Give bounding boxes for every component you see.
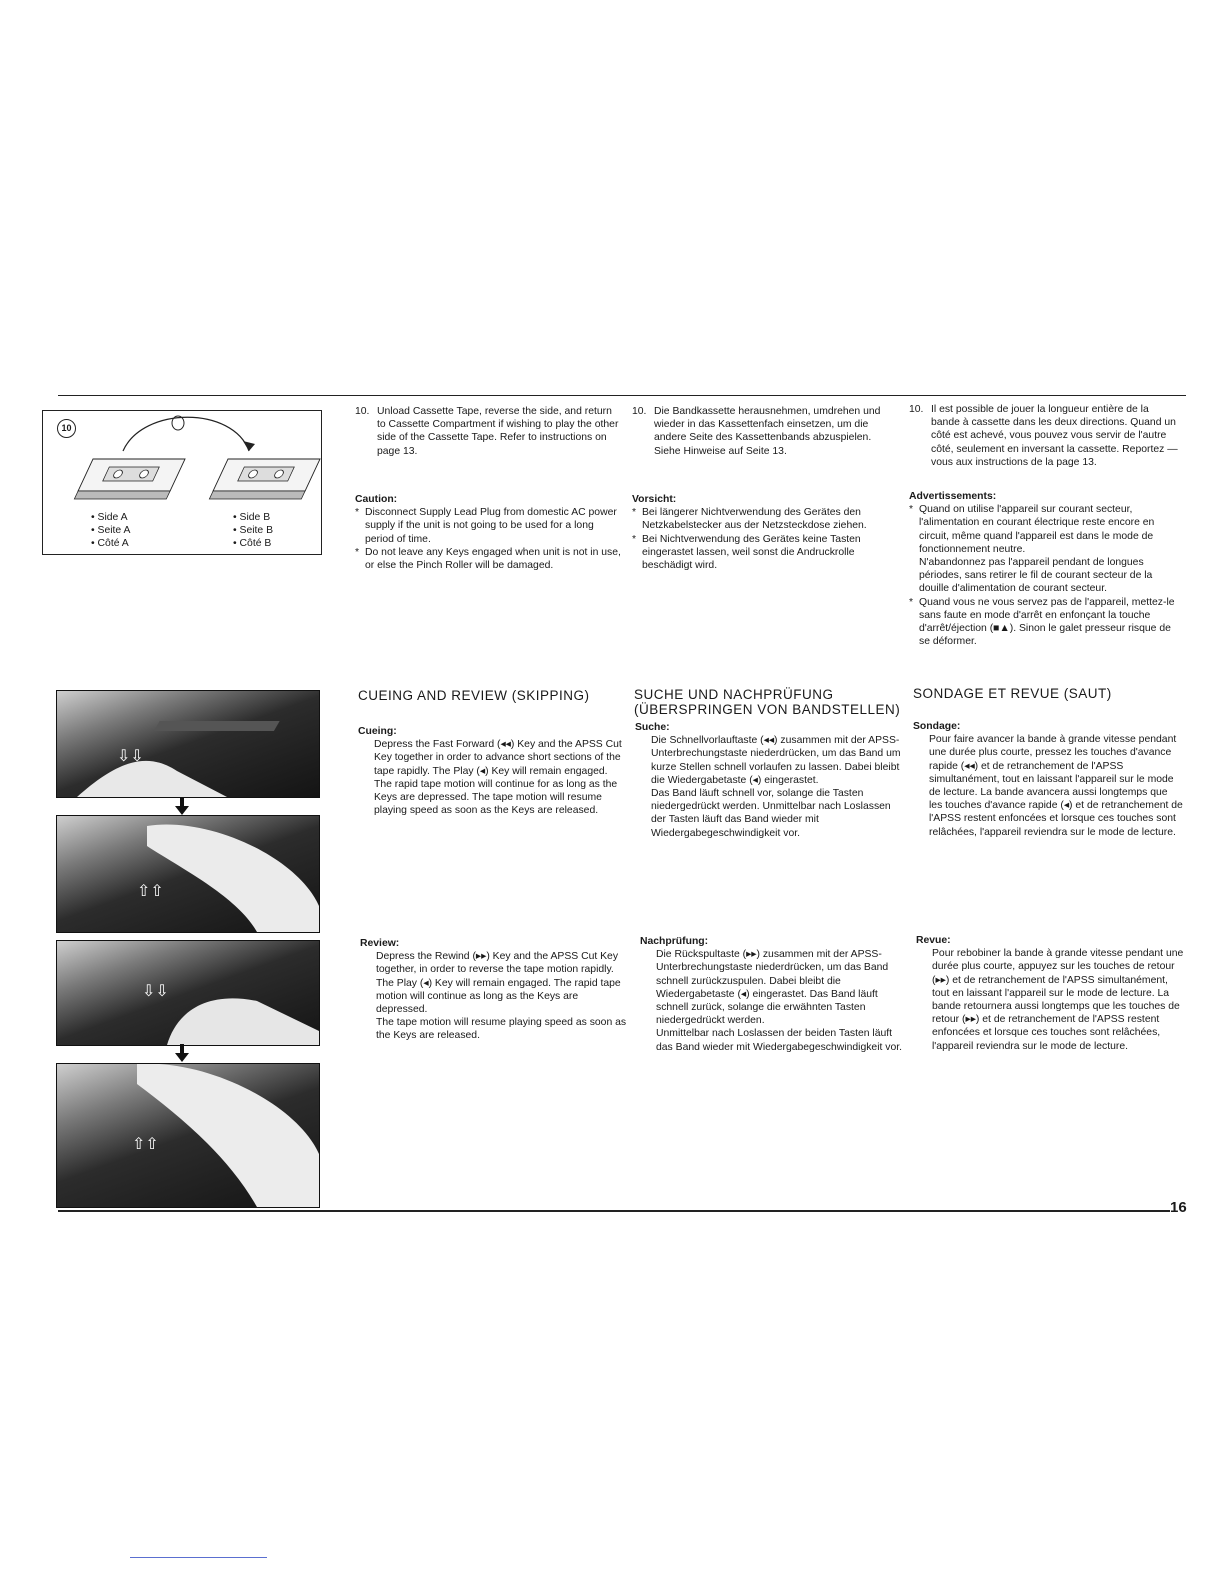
fr-cueing: Sondage: Pour faire avancer la bande à grande vitesse pendant une durée plus courte, pressez les touches d'avance rapide (◂◂) et de retranchement de l'APSS simultanément, tout en laissant l'appareil sur le mode de lecture. La bande avancera aussi longtemps que les touches d'avance rapide (◂) et de retranchement de l'APSS restent enfoncées et lorsque ces touches sont relâchées, l'appareil reviendra sur le mode de lecture. — [913, 721, 1183, 838]
de-section-title-line1: SUCHE UND NACHPRÜFUNG — [634, 687, 834, 702]
side-a-label-de: • Seite A — [91, 525, 131, 536]
figure-badge: 10 — [57, 419, 76, 438]
de-caution-item: * Bei längerer Nichtverwendung des Gerätes den Netzkabelstecker aus der Netzsteckdose ziehen. — [632, 507, 867, 532]
cassette-flip-illustration — [43, 411, 321, 511]
photo-cueing-release — [56, 815, 320, 933]
de-review: Nachprüfung: Die Rückspultaste (▸▸) zusammen mit der APSS-Unterbrechungstaste niederdrücken, um das Band schnell zurückzuspulen. Dabei bleibt die Wiedergabetaste (◂) eingerastet. Das Band läuft schnell zurück, solange die erwähnten Tasten niedergedrückt werden. Unmittelbar nach Loslassen der beiden Tasten läuft das Band wieder mit Wiedergabegeschwindigkeit vor. — [640, 936, 903, 1053]
fr-review: Revue: Pour rebobiner la bande à grande vitesse pendant une durée plus courte, appuyez sur les touches de retour (▸▸) et de retranchement de l'APSS simultanément, tout en laissant l'appareil sur le mode de lecture. La bande retournera aussi longtemps que les touches de retour (▸▸) et de retranchement de l'APSS restent enfoncées et lorsque ces touches sont relâchées, l'appareil reviendra sur le mode de lecture. — [916, 935, 1184, 1052]
de-section-title — [634, 687, 924, 717]
side-b-labels — [233, 511, 273, 550]
svg-text:⇧⇧: ⇧⇧ — [132, 1136, 159, 1153]
fr-step-10 — [909, 403, 1179, 469]
en-section-title: CUEING AND REVIEW (SKIPPING) — [358, 688, 590, 703]
page-number: 16 — [1170, 1199, 1187, 1216]
fr-step-10-item: 10. Il est possible de jouer la longueur entière de la bande à cassette dans les deux directions. Quand un côté est achevé, vous pouvez vous servir de l'autre côté, seulement en inversant la cassette. Reportez — vous aux instructions de la page 13. — [909, 404, 1178, 468]
footer-blue-line — [130, 1557, 267, 1558]
arrow-down-icon — [175, 797, 189, 815]
en-step-10-item: 10. Unload Cassette Tape, reverse the side, and return to Cassette Compartment if wishing to play the other side of the Cassette Tape. Refer to instructions on page 13. — [355, 406, 619, 457]
hand-pressing-rewind-illustration — [57, 941, 319, 1045]
hand-pressing-keys-illustration — [57, 691, 319, 797]
fr-caution-item: * Quand vous ne vous servez pas de l'appareil, mettez-le sans faute en mode d'arrêt en enfonçant la touche d'arrêt/éjection (■▲). Sinon le galet presseur risque de se déformer. — [909, 596, 1175, 648]
side-b-label-fr: • Côté B — [233, 538, 272, 549]
side-b-label-de: • Seite B — [233, 525, 274, 536]
photo-review-press — [56, 940, 320, 1046]
side-a-label-fr: • Côté A — [91, 538, 129, 549]
figure-10-cassette-flip — [42, 410, 322, 555]
de-cueing: Suche: Die Schnellvorlauftaste (◂◂) zusammen mit der APSS-Unterbrechungstaste niederdrücken, um das Band um kurze Stellen schnell vorlaufen zu lassen. Dabei bleibt die Wiedergabetaste (◂) eingerastet. Das Band läuft schnell vor, solange die Tasten niedergedrückt werden. Unmittelbar nach Loslassen der Tasten läuft das Band wieder mit Wiedergabegeschwindigkeit vor. — [635, 722, 901, 839]
en-caution-item: * Disconnect Supply Lead Plug from domestic AC power supply if the unit is not going to be used for a long period of time. — [355, 507, 617, 545]
photo-cueing-press — [56, 690, 320, 798]
side-a-label-en: • Side A — [91, 512, 128, 523]
arrow-down-icon — [175, 1044, 189, 1062]
photo-review-release — [56, 1063, 320, 1208]
svg-text:⇩⇩: ⇩⇩ — [142, 983, 169, 1000]
en-step-10 — [355, 405, 623, 458]
side-a-labels — [91, 511, 130, 550]
en-review: Review: Depress the Rewind (▸▸) Key and the APSS Cut Key together, in order to reverse the tape motion rapidly. The Play (◂) Key will remain engaged. The rapid tape motion will continue as long as the Keys are depressed. The tape motion will resume playing speed as soon as the Keys are released. — [360, 938, 627, 1042]
de-step-10-item: 10. Die Bandkassette herausnehmen, umdrehen und wieder in das Kassettenfach einsetzen, um die andere Seite des Kassettenbands abzuspielen. Siehe Hinweise auf Seite 13. — [632, 406, 881, 457]
de-caution: Vorsicht: * Bei längerer Nichtverwendung des Gerätes den Netzkabelstecker aus der Netzsteckdose ziehen. * Bei Nichtverwendung des Gerätes keine Tasten eingerastet lassen, weil sonst die Andruckrolle beschädigt wird. — [632, 493, 900, 572]
hand-releasing-keys-illustration — [57, 816, 319, 932]
bottom-rule — [58, 1210, 1170, 1212]
de-step-10 — [632, 405, 900, 458]
fr-caution: Advertissements: * Quand on utilise l'appareil sur courant secteur, l'alimentation en courant électrique reste encore en circuit, même quand l'appareil est dans le mode de fonctionnement neutre. N'abandonnez pas l'appareil pendant de longues périodes, sans retirer le fil de courant secteur de la douille d'alimentation de courant secteur. * Quand vous ne vous servez pas de l'appareil, mettez-le sans faute en mode d'arrêt en enfonçant la touche d'arrêt/éjection (■▲). Sinon le galet presseur risque de se déformer. — [909, 490, 1179, 648]
de-section-title-line2: (ÜBERSPRINGEN VON BANDSTELLEN) — [634, 702, 901, 717]
de-caution-item: * Bei Nichtverwendung des Gerätes keine Tasten eingerastet lassen, weil sonst die Andruckrolle beschädigt wird. — [632, 533, 861, 572]
fr-section-title: SONDAGE ET REVUE (SAUT) — [913, 686, 1112, 701]
en-caution: Caution: * Disconnect Supply Lead Plug from domestic AC power supply if the unit is not going to be used for a long period of time. * Do not leave any Keys engaged when unit is not in use, or else the Pinch Roller will be damaged. — [355, 493, 623, 572]
svg-text:⇩⇩: ⇩⇩ — [117, 748, 144, 765]
fr-caution-item: * Quand on utilise l'appareil sur courant secteur, l'alimentation en courant électrique reste encore en circuit, même quand l'appareil est dans le mode de fonctionnement neutre. N'abandonnez pas l'appareil pendant de longues périodes, sans retirer le fil de courant secteur de la douille d'alimentation de courant secteur. — [909, 504, 1155, 595]
hand-releasing-rewind-illustration — [57, 1064, 319, 1207]
svg-text:⇧⇧: ⇧⇧ — [137, 883, 164, 900]
en-caution-item: * Do not leave any Keys engaged when unit is not in use, or else the Pinch Roller will be damaged. — [355, 546, 621, 572]
en-cueing: Cueing: Depress the Fast Forward (◂◂) Key and the APSS Cut Key together in order to advance short sections of the tape rapidly. The Play (◂) Key will remain engaged. The rapid tape motion will continue for as long as the Keys are depressed. The tape motion will resume playing speed as soon as the Keys are released. — [358, 726, 622, 817]
side-b-label-en: • Side B — [233, 512, 271, 523]
top-rule — [58, 395, 1186, 396]
